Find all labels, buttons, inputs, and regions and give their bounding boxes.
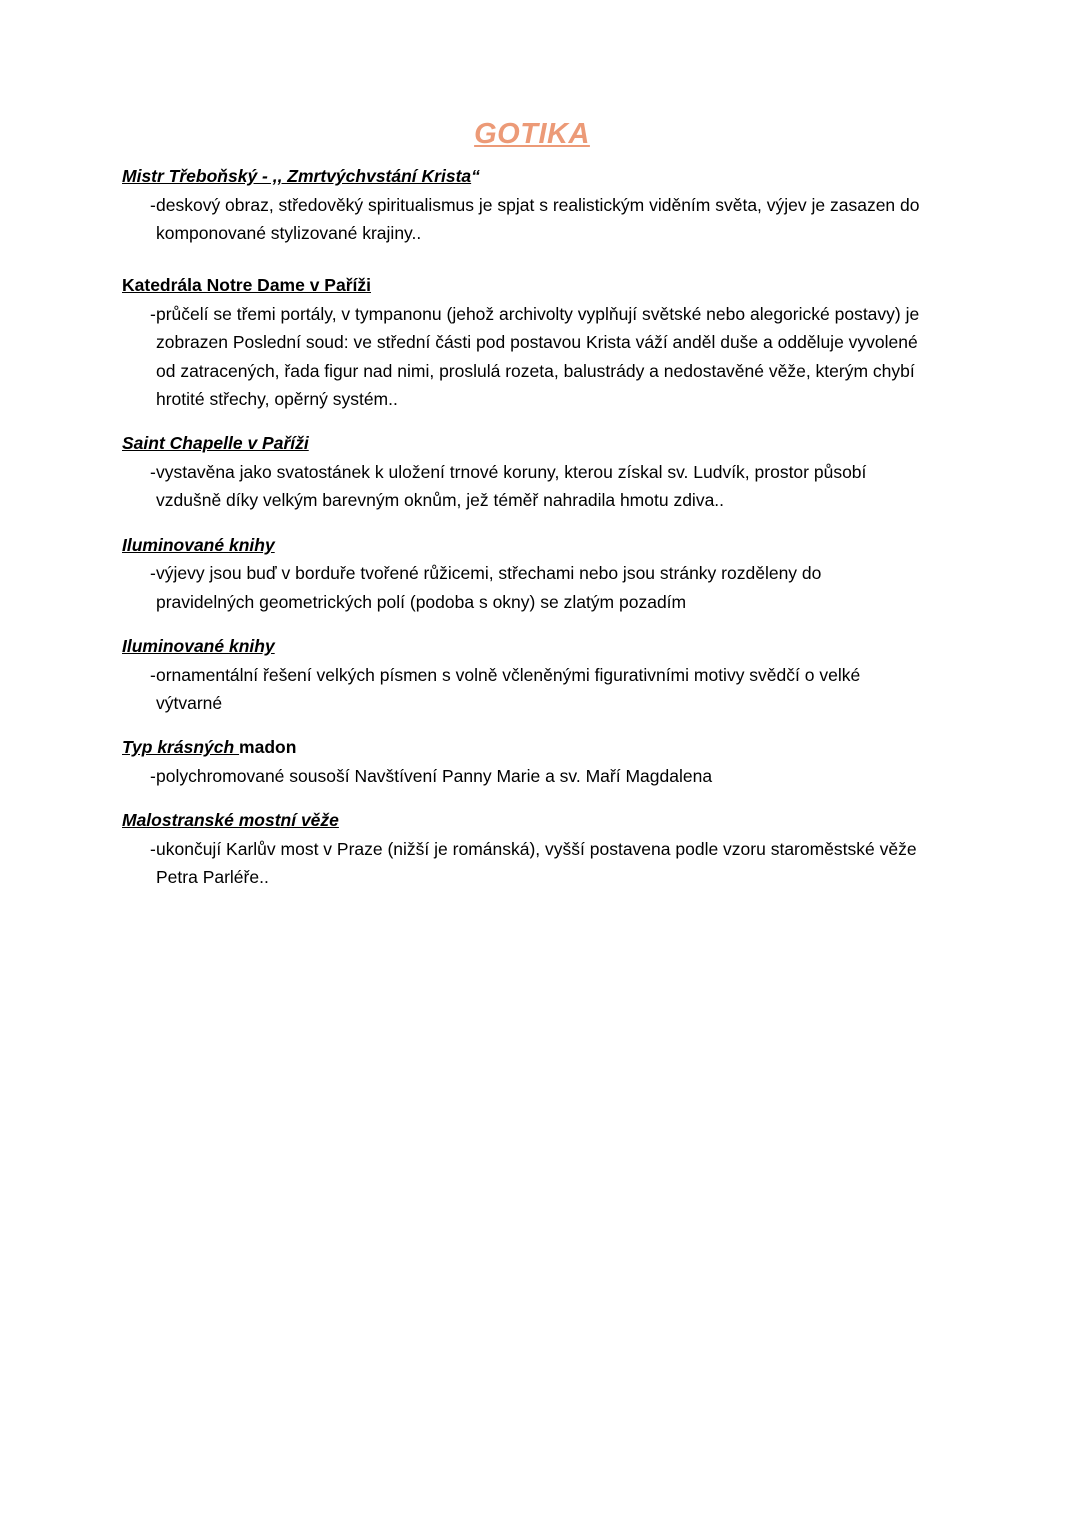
section-heading — [122, 635, 960, 659]
bullet-list — [122, 762, 960, 790]
list-item — [122, 458, 960, 515]
section-heading — [122, 432, 960, 456]
section-saint-chapelle — [122, 432, 960, 514]
section-heading-text: Malostranské mostní věže — [122, 810, 339, 831]
page-title: GOTIKA — [474, 118, 590, 150]
section-heading-tail: madon — [239, 737, 297, 758]
bullet-text: ukončují Karlův most v Praze (nižší je románská), vyšší postavena podle vzoru staroměstské věže Petra Parléře.. — [156, 838, 917, 888]
section-malostranske-mostni-veze — [122, 809, 960, 891]
list-item — [122, 835, 960, 892]
section-heading — [122, 736, 960, 760]
bullet-list — [122, 191, 960, 248]
list-item — [122, 762, 960, 790]
bullet-marker: - — [150, 303, 156, 324]
section-heading — [122, 274, 960, 298]
bullet-marker: - — [150, 563, 156, 584]
section-typ-krasnych-madon — [122, 736, 960, 790]
bullet-text: deskový obraz, středověký spiritualismus je spjat s realistickým viděním světa, výjev je zasazen do komponované stylizované krajiny.. — [156, 194, 920, 243]
bullet-text: ornamentální řešení velkých písmen s volně včleněnými figurativními motivy svědčí o velké výtvarné — [156, 664, 861, 713]
list-item — [122, 300, 960, 413]
bullet-marker: - — [150, 664, 156, 685]
bullet-text: polychromované sousoší Navštívení Panny Marie a sv. Maří Magdalena — [156, 765, 713, 786]
bullet-text: výjevy jsou buď v borduře tvořené růžicemi, střechami nebo jsou stránky rozděleny do pravidelných geometrických polí (podoba s okny) se zlatým pozadím — [156, 563, 822, 612]
bullet-marker: - — [150, 194, 156, 215]
section-heading-text: Iluminované knihy — [122, 534, 275, 555]
section-iluminovane-knihy-2 — [122, 635, 960, 717]
list-item — [122, 559, 960, 616]
section-iluminovane-knihy-1 — [122, 534, 960, 616]
bullet-list — [122, 661, 960, 718]
section-heading-text: Katedrála Notre Dame v Paříži — [122, 275, 371, 296]
list-item — [122, 661, 960, 718]
section-notre-dame — [122, 274, 960, 413]
bullet-marker: - — [150, 461, 156, 482]
bullet-list — [122, 300, 960, 413]
section-heading-text: Iluminované knihy — [122, 635, 275, 656]
section-mistr-trebonsky — [122, 165, 960, 247]
bullet-marker: - — [150, 765, 156, 786]
section-heading — [122, 809, 960, 833]
section-heading-text: Saint Chapelle v Paříži — [122, 433, 309, 454]
section-heading — [122, 534, 960, 558]
section-heading-tail: “ — [471, 166, 480, 186]
list-item — [122, 191, 960, 248]
bullet-list — [122, 458, 960, 515]
section-heading-text: Typ krásných — [122, 737, 240, 758]
spacer — [122, 266, 960, 274]
bullet-list — [122, 559, 960, 616]
section-heading-text: Mistr Třeboňský - ,, Zmrtvýchvstání Krista — [122, 166, 472, 186]
bullet-text: průčelí se třemi portály, v tympanonu (jehož archivolty vyplňují světské nebo alegorické postavy) je zobrazen Poslední soud: ve střední části pod postavou Krista váží anděl duše a odděluje vyvolené od zatracených, řada figur nad nimi, proslulá rozeta, balustrády a nedostavěné věže, kterým chybí hrotité střechy, opěrný systém.. — [156, 303, 920, 409]
bullet-list — [122, 835, 960, 892]
bullet-text: vystavěna jako svatostánek k uložení trnové koruny, kterou získal sv. Ludvík, prostor působí vzdušně díky velkým barevným oknům, jež téměř nahradila hmotu zdiva.. — [156, 461, 867, 511]
bullet-marker: - — [150, 838, 156, 859]
section-heading — [122, 165, 960, 189]
